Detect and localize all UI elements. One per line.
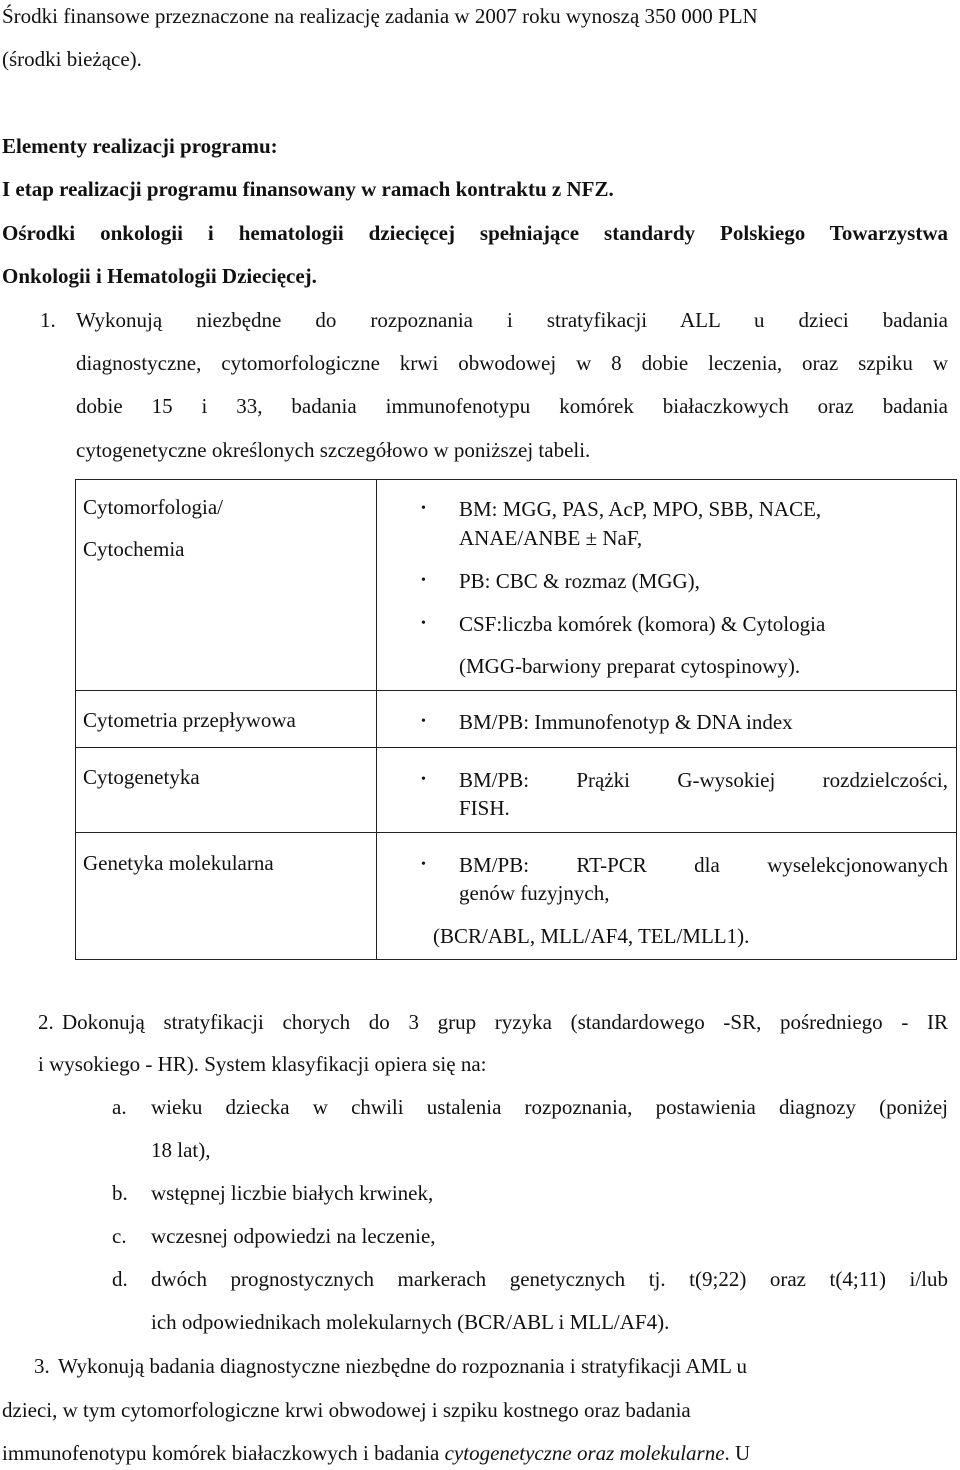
- item2-line-1: Dokonują stratyfikacji chorych do 3 grup ryzyka (standardowego -SR, pośredniego - IR: [62, 1010, 948, 1034]
- centers-line-1: Ośrodki onkologii i hematologii dziecięcej spełniające standardy Polskiego Towarzystwa: [2, 221, 948, 245]
- sub-a-line-2: 18 lat),: [151, 1138, 211, 1162]
- item1-line-3: dobie 15 i 33, badania immunofenotypu komórek białaczkowych oraz badania: [76, 394, 948, 418]
- item3-line-3-c: . U: [724, 1441, 751, 1465]
- intro-line-1: Środki finansowe przeznaczone na realizację zadania w 2007 roku wynoszą 350 000 PLN: [2, 4, 758, 28]
- table-border-row2: [75, 747, 957, 748]
- table-border-row1: [75, 690, 957, 691]
- item2-line-2: i wysokiego - HR). System klasyfikacji opiera się na:: [38, 1052, 487, 1076]
- sub-a-letter: a.: [112, 1095, 127, 1119]
- sub-c-letter: c.: [112, 1224, 127, 1248]
- sub-b-letter: b.: [112, 1181, 128, 1205]
- sub-c-line-1: wczesnej odpowiedzi na leczenie,: [151, 1224, 436, 1248]
- row1-b1-line-2: ANAE/ANBE ± NaF,: [459, 526, 643, 550]
- item1-line-4: cytogenetyczne określonych szczegółowo w poniższej tabeli.: [76, 438, 591, 462]
- row1-label-line-1: Cytomorfologia/: [83, 495, 223, 519]
- item1-line-2: diagnostyczne, cytomorfologiczne krwi obwodowej w 8 dobie leczenia, oraz szpiku w: [76, 351, 948, 375]
- table-border-left: [75, 479, 76, 960]
- item3-line-3-a: immunofenotypu komórek białaczkowych i badania: [2, 1441, 445, 1465]
- row4-b1-line-1: BM/PB: RT-PCR dla wyselekcjonowanych: [459, 853, 948, 877]
- bullet-icon: •: [421, 857, 426, 872]
- sub-a-line-1: wieku dziecka w chwili ustalenia rozpoznania, postawienia diagnozy (poniżej: [151, 1095, 948, 1119]
- table-border-mid: [376, 479, 377, 960]
- centers-line-2: Onkologii i Hematologii Dziecięcej.: [2, 264, 317, 288]
- row1-b1-line-1: BM: MGG, PAS, AcP, MPO, SBB, NACE,: [459, 497, 822, 521]
- table-border-right: [956, 479, 957, 960]
- bullet-icon: •: [421, 501, 426, 516]
- item1-line-1: Wykonują niezbędne do rozpoznania i stratyfikacji ALL u dzieci badania: [76, 308, 948, 332]
- bullet-icon: •: [421, 772, 426, 787]
- row3-b1-line-1: BM/PB: Prążki G-wysokiej rozdzielczości,: [459, 768, 948, 792]
- intro-line-2: (środki bieżące).: [2, 47, 142, 71]
- bullet-icon: •: [421, 714, 426, 729]
- elements-heading: Elementy realizacji programu:: [2, 134, 278, 158]
- row1-label-line-2: Cytochemia: [83, 537, 185, 561]
- sub-d-letter: d.: [112, 1267, 128, 1291]
- row1-b3-line-1: CSF:liczba komórek (komora) & Cytologia: [459, 612, 826, 636]
- row4-label: Genetyka molekularna: [83, 851, 274, 875]
- item3-line-2: dzieci, w tym cytomorfologiczne krwi obwodowej i szpiku kostnego oraz badania: [2, 1398, 691, 1422]
- item3-number: 3.: [34, 1354, 50, 1378]
- row3-label: Cytogenetyka: [83, 765, 200, 789]
- sub-b-line-1: wstępnej liczbie białych krwinek,: [151, 1181, 434, 1205]
- item3-line-3: [2, 1441, 750, 1465]
- sub-d-line-2: ich odpowiednikach molekularnych (BCR/ABL i MLL/AF4).: [151, 1310, 670, 1334]
- row2-b1: BM/PB: Immunofenotyp & DNA index: [459, 710, 793, 734]
- table-border-top: [75, 479, 957, 480]
- item3-line-3-italic: cytogenetyczne oraz molekularne: [444, 1441, 725, 1465]
- row3-b1-line-2: FISH.: [459, 796, 510, 820]
- item2-number: 2.: [38, 1010, 54, 1034]
- row4-extra: (BCR/ABL, MLL/AF4, TEL/MLL1).: [433, 924, 750, 948]
- table-border-row3: [75, 832, 957, 833]
- bullet-icon: •: [421, 573, 426, 588]
- row2-label: Cytometria przepływowa: [83, 708, 296, 732]
- row1-b2: PB: CBC & rozmaz (MGG),: [459, 569, 700, 593]
- item1-number: 1.: [40, 308, 56, 332]
- table-border-bottom: [75, 959, 957, 960]
- row1-b3-line-2: (MGG-barwiony preparat cytospinowy).: [459, 654, 801, 678]
- item3-line-1: Wykonują badania diagnostyczne niezbędne do rozpoznania i stratyfikacji AML u: [58, 1354, 747, 1378]
- stage-line: I etap realizacji programu finansowany w ramach kontraktu z NFZ.: [2, 177, 614, 201]
- row4-b1-line-2: genów fuzyjnych,: [459, 881, 610, 905]
- bullet-icon: •: [421, 616, 426, 631]
- sub-d-line-1: dwóch prognostycznych markerach genetycznych tj. t(9;22) oraz t(4;11) i/lub: [151, 1267, 948, 1291]
